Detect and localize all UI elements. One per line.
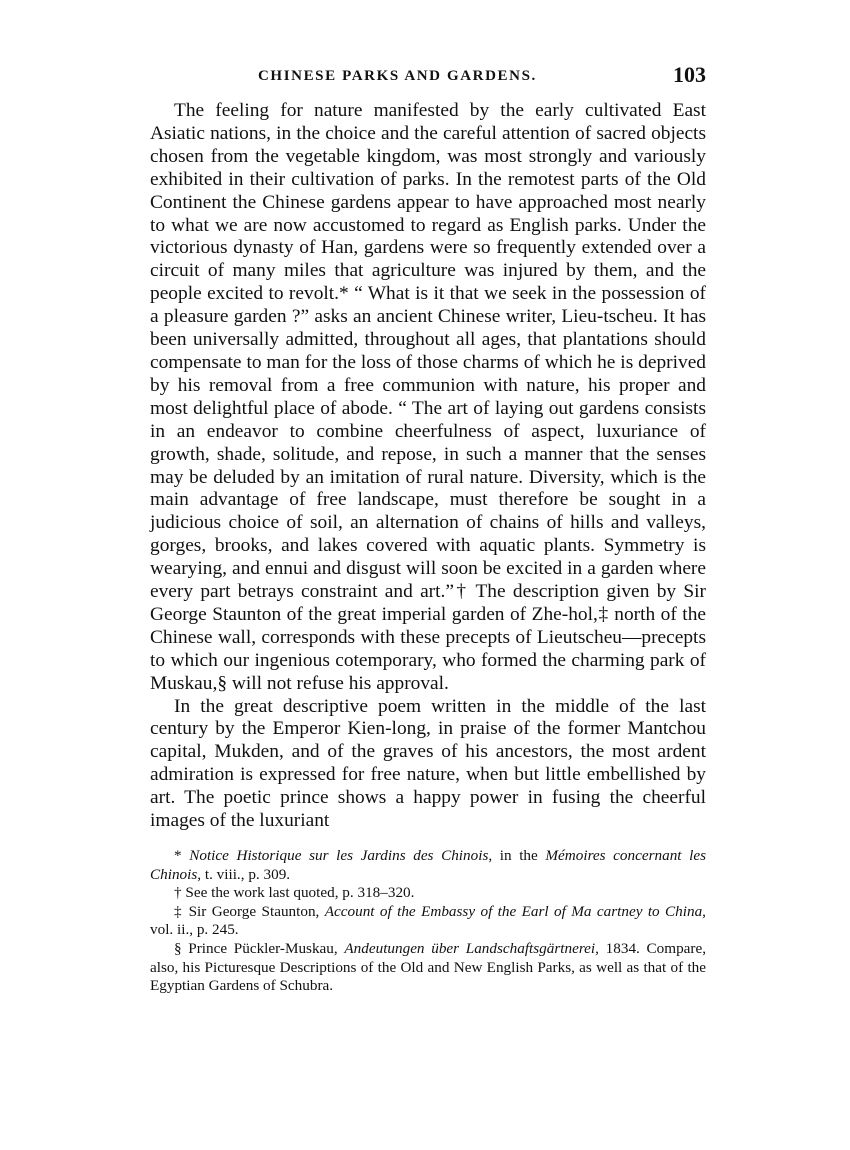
footnote-1-rest: t. viii., p. 309. bbox=[201, 865, 291, 883]
book-page bbox=[150, 64, 706, 996]
footnote-1-source: Mémoires concernant les Chinois, bbox=[150, 847, 706, 883]
body-paragraph-1: The feeling for nature manifested by the early cultivated East Asiatic nations, in the choice and the careful attention of sacred objects chosen from the vegetable kingdom, was most strongly and variously exhibited in their cultivation of parks. In the remotest parts of the Old Continent the Chinese gardens appear to have approached most nearly to what we are now accustomed to regard as English parks. Under the victorious dynasty of Han, gardens were so frequently extended over a circuit of many miles that agriculture was injured by them, and the people excited to revolt.* “ What is it that we seek in the possession of a pleasure garden ?” asks an ancient Chinese writer, Lieu-tscheu. It has been universally admitted, throughout all ages, that plantations should compensate to man for the loss of those charms of which he is deprived by his removal from a free communion with nature, his proper and most delightful place of abode. “ The art of laying out gardens consists in an endeavor to combine cheerfulness of aspect, luxuriance of growth, shade, solitude, and repose, in such a manner that the senses may be deluded by an imitation of rural nature. Diversity, which is the main advantage of free landscape, must therefore be sought in a judicious choice of soil, an alternation of chains of hills and valleys, gorges, brooks, and lakes covered with aquatic plants. Symmetry is wearying, and ennui and disgust will soon be excited in a garden where every part betrays constraint and art.”† The description given by Sir George Staunton of the great imperial garden of Zhe-hol,‡ north of the Chinese wall, corresponds with these precepts of Lieutscheu—precepts to which our ingenious cotemporary, who formed the charming park of Muskau,§ will not refuse his approval. bbox=[150, 100, 706, 694]
footnote-1-middle: in the bbox=[492, 847, 546, 864]
footnote-3-title: Account of the Embassy of the Earl of Ma cartney to China, bbox=[324, 902, 706, 920]
footnote-3-mark: ‡ Sir George Staunton, bbox=[174, 902, 325, 920]
footnote-4 bbox=[150, 940, 706, 996]
body-text bbox=[150, 100, 706, 833]
running-title: CHINESE PARKS AND GARDENS. bbox=[258, 68, 537, 84]
body-paragraph-2: In the great descriptive poem written in the middle of the last century by the Emperor Kien-long, in praise of the former Mantchou capital, Mukden, and of the graves of his ancestors, the most ardent admiration is expressed for free nature, when but little embellished by art. The poetic prince shows a happy power in fusing the cheerful images of the luxuriant bbox=[150, 695, 706, 832]
footnote-4-rest: 1834. Compare, also, his Picturesque Descriptions of the Old and New English Parks, as well as that of the Egyptian Gardens of Schubra. bbox=[150, 939, 706, 995]
page-number: 103 bbox=[673, 62, 706, 87]
footnote-3 bbox=[150, 903, 706, 940]
footnote-4-title: Andeutungen über Landschaftsgärtnerei, bbox=[344, 939, 599, 957]
footnote-1-title: Notice Historique sur les Jardins des Chinois, bbox=[189, 847, 493, 864]
footnote-1 bbox=[150, 847, 706, 884]
footnote-4-mark: § Prince Pückler-Muskau, bbox=[174, 939, 345, 957]
footnote-1-mark: * bbox=[174, 847, 190, 864]
footnote-2: † See the work last quoted, p. 318–320. bbox=[174, 884, 415, 902]
footnote-3-rest: vol. ii., p. 245. bbox=[150, 921, 239, 939]
footnotes bbox=[150, 847, 706, 996]
page-header bbox=[150, 64, 706, 98]
